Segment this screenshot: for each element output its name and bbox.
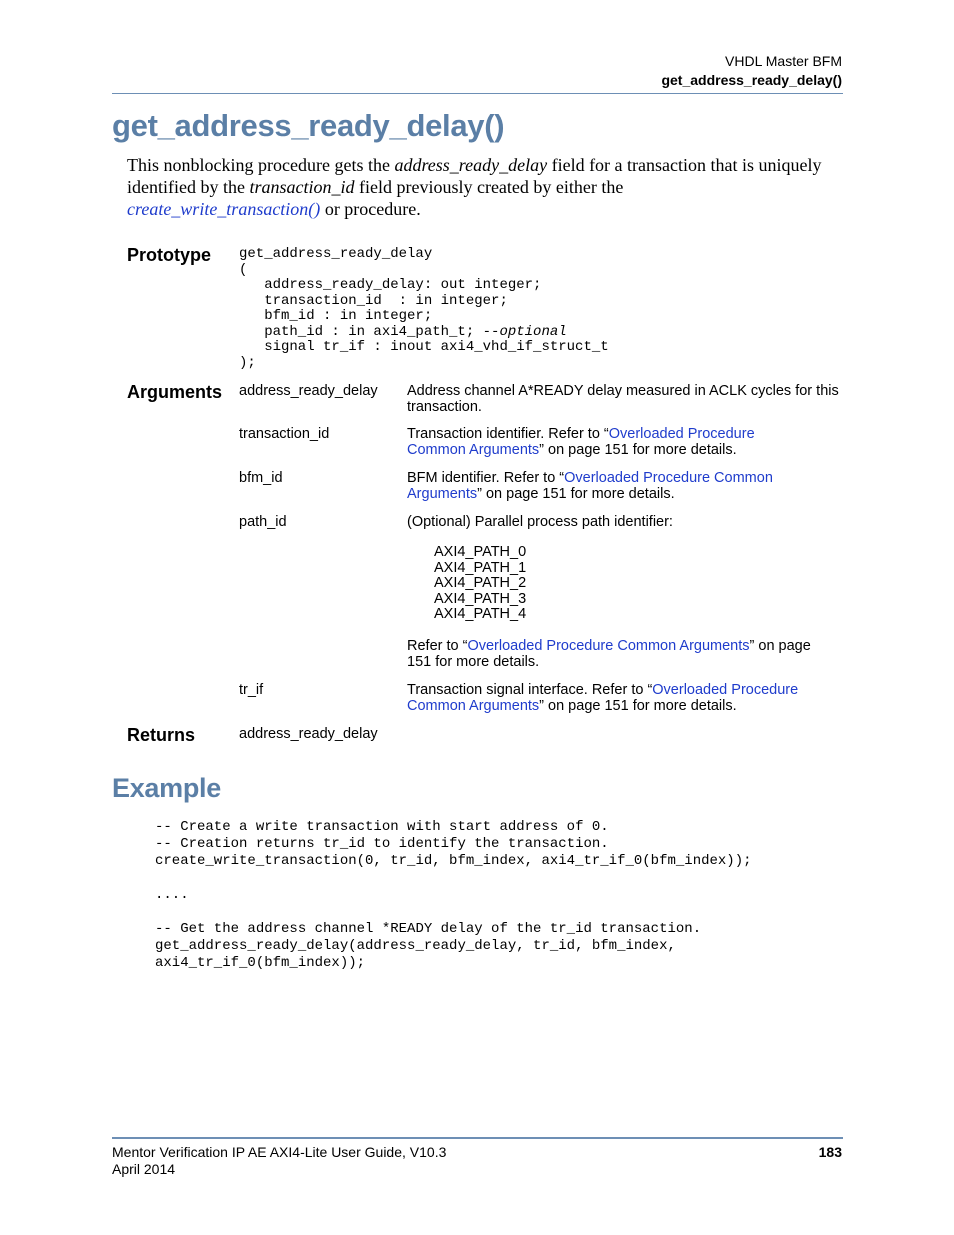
arg-name-path-id: path_id — [239, 514, 287, 530]
prototype-code: get_address_ready_delay ( address_ready_delay: out integer; transaction_id : in integer; bfm_id : in integer; path_id : in axi4_path_t; --optional signal tr_if : inout axi4_vhd_if_struct_t ); — [239, 246, 609, 371]
prototype-heading: Prototype — [127, 245, 212, 265]
running-header-topic: get_address_ready_delay() — [661, 72, 842, 88]
example-heading: Example — [112, 773, 221, 803]
create-write-transaction-link[interactable]: create_write_transaction() — [127, 199, 321, 219]
page-title: get_address_ready_delay() — [112, 108, 505, 143]
arg-name-address-ready-delay: address_ready_delay — [239, 383, 378, 399]
path-value: AXI4_PATH_3 — [434, 590, 527, 607]
path-value: AXI4_PATH_4 — [434, 606, 527, 622]
intro-paragraph: This nonblocking procedure gets the address_ready_delay field for a transaction that is uniquely identified by the transaction_id field previously created by either the create_write_transaction() or procedure. — [127, 155, 822, 219]
arg-desc-path-id-ref: Refer to “Overloaded Procedure Common Arguments” on page 151 for more details. — [407, 638, 811, 670]
footer-guide-title: Mentor Verification IP AE AXI4-Lite User Guide, V10.3 — [112, 1144, 447, 1160]
header-rule — [112, 93, 843, 94]
path-value: AXI4_PATH_0 — [434, 544, 527, 560]
arguments-heading: Arguments — [127, 382, 223, 402]
returns-heading: Returns — [127, 725, 196, 745]
footer-rule — [112, 1137, 843, 1139]
footer-date: April 2014 — [112, 1161, 176, 1177]
bfm-id-ref-link[interactable]: Overloaded Procedure Common Arguments — [407, 470, 773, 502]
transaction-id-ref-link[interactable]: Overloaded Procedure Common Arguments — [407, 426, 755, 458]
running-header-section: VHDL Master BFM — [725, 53, 842, 69]
arg-desc-transaction-id: Transaction identifier. Refer to “Overloaded Procedure Common Arguments” on page 151 for more details. — [407, 426, 755, 458]
example-code: -- Create a write transaction with start address of 0. -- Creation returns tr_id to identify the transaction. create_write_transaction(0, tr_id, bfm_index, axi4_tr_if_0(bfm_index)); .... -- Get the address channel *READY delay of the tr_id transaction. get_address_ready_delay(address_ready_delay, tr_id, bfm_index, axi4_tr_if_0(bfm_index)); — [155, 819, 752, 971]
path-id-ref-link[interactable]: Overloaded Procedure Common Arguments — [467, 638, 750, 654]
arg-name-bfm-id: bfm_id — [239, 470, 283, 486]
arg-desc-address-ready-delay: Address channel A*READY delay measured in ACLK cycles for this transaction. — [407, 383, 839, 415]
arg-desc-path-id: (Optional) Parallel process path identifier: — [407, 514, 673, 530]
arg-desc-tr-if: Transaction signal interface. Refer to “Overloaded Procedure Common Arguments” on page 151 for more details. — [407, 682, 799, 714]
footer-text — [112, 1144, 446, 1178]
path-value: AXI4_PATH_2 — [434, 575, 527, 591]
path-id-values-list — [434, 545, 526, 623]
arg-name-tr-if: tr_if — [239, 682, 264, 698]
arg-name-transaction-id: transaction_id — [239, 426, 330, 442]
arg-desc-bfm-id: BFM identifier. Refer to “Overloaded Procedure Common Arguments” on page 151 for more details. — [407, 470, 773, 502]
path-value: AXI4_PATH_1 — [434, 559, 527, 576]
page-number: 183 — [818, 1144, 842, 1160]
tr-if-ref-link[interactable]: Overloaded Procedure Common Arguments — [407, 682, 799, 714]
returns-value: address_ready_delay — [239, 726, 378, 742]
